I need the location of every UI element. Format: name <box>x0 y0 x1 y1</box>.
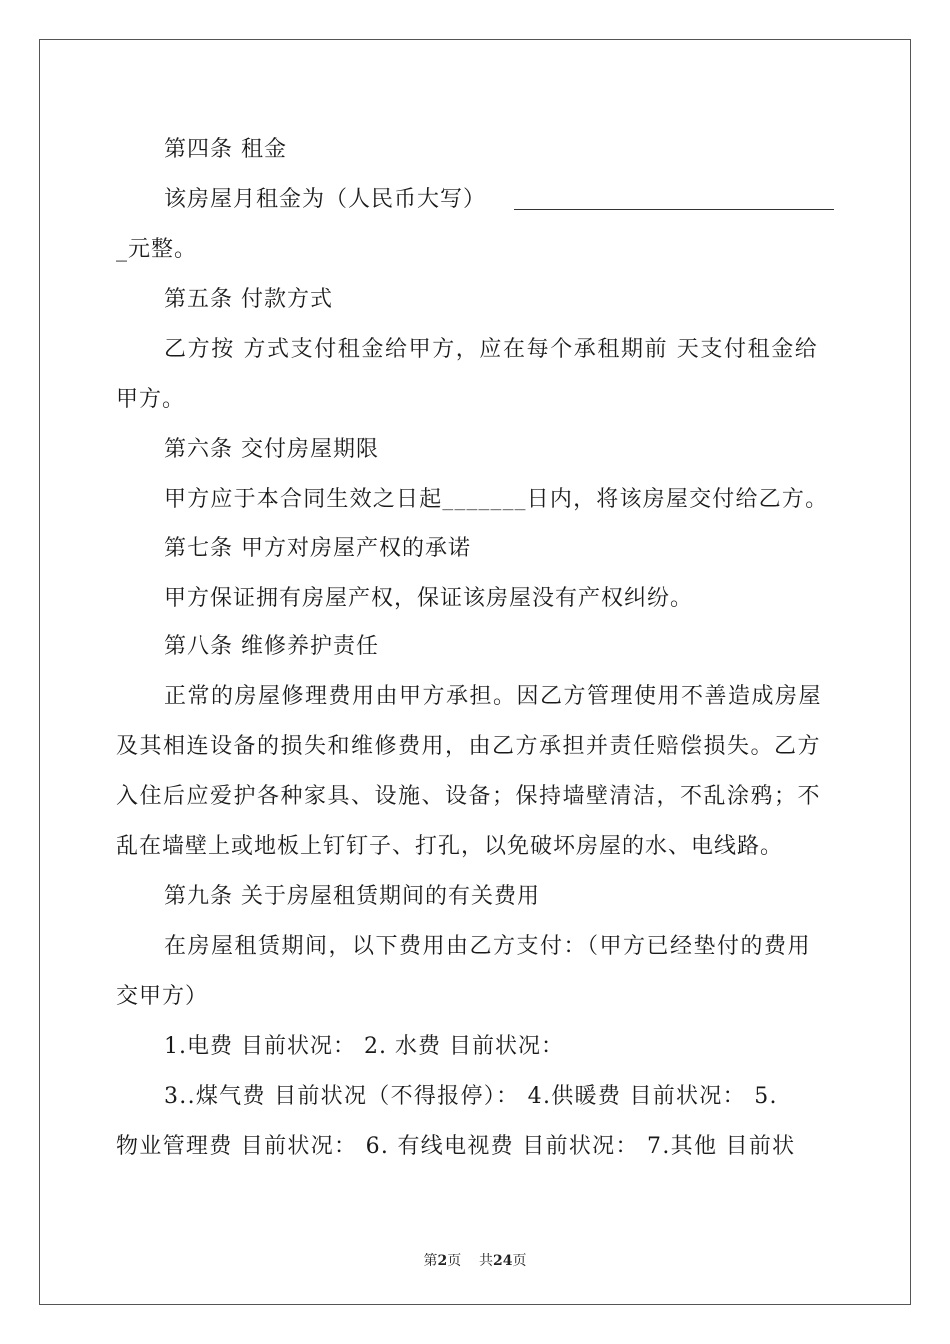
total-prefix: 共 <box>479 1253 494 1269</box>
article-6-text-c: 日内，将该房屋交付给乙方。 <box>526 487 829 512</box>
article-9-line-3: 1.电费 目前状况： 2. 水费 目前状况： <box>164 1034 564 1059</box>
article-8-line-3: 入住后应爱护各种家具、设施、设备；保持墙壁清洁，不乱涂鸦；不 <box>116 784 822 809</box>
article-9-line-1: 在房屋租赁期间，以下费用由乙方支付：（甲方已经垫付的费用 <box>164 934 812 959</box>
rent-amount-blank <box>514 185 834 210</box>
article-5-title: 第五条 付款方式 <box>164 287 333 312</box>
page-prefix: 第 <box>423 1253 438 1269</box>
delivery-days-blank: _______ <box>442 490 527 511</box>
article-8-line-2: 及其相连设备的损失和维修费用，由乙方承担并责任赔偿损失。乙方 <box>116 734 822 759</box>
article-5-line-2: 甲方。 <box>116 387 186 412</box>
page-number: 2 <box>437 1253 448 1269</box>
article-4-line-2: _元整。 <box>116 237 198 262</box>
article-9-line-4: 3..煤气费 目前状况（不得报停）： 4.供暖费 目前状况： 5. <box>164 1084 778 1109</box>
article-6-title: 第六条 交付房屋期限 <box>164 437 379 462</box>
total-pages: 24 <box>493 1253 513 1269</box>
article-8-line-4: 乱在墙壁上或地板上钉钉子、打孔，以免破坏房屋的水、电线路。 <box>116 834 784 859</box>
page-suffix: 页 <box>447 1253 462 1269</box>
article-6-text-a: 甲方应于本合同生效之日起 <box>164 487 443 512</box>
total-suffix: 页 <box>512 1253 527 1269</box>
page-frame <box>39 39 911 1305</box>
article-9-title: 第九条 关于房屋租赁期间的有关费用 <box>164 884 540 909</box>
article-4-line-1 <box>164 185 836 215</box>
article-8-line-1: 正常的房屋修理费用由甲方承担。因乙方管理使用不善造成房屋 <box>164 684 823 709</box>
article-7-line-1: 甲方保证拥有房屋产权，保证该房屋没有产权纠纷。 <box>164 586 694 611</box>
article-4-text: 该房屋月租金为（人民币大写） <box>164 187 487 212</box>
page-footer <box>0 1250 950 1270</box>
article-5-line-1: 乙方按 方式支付租金给甲方，应在每个承租期前 天支付租金给 <box>164 337 819 362</box>
article-7-title: 第七条 甲方对房屋产权的承诺 <box>164 536 471 561</box>
article-9-line-5: 物业管理费 目前状况： 6. 有线电视费 目前状况： 7.其他 目前状 <box>116 1134 796 1159</box>
article-8-title: 第八条 维修养护责任 <box>164 634 379 659</box>
article-9-line-2: 交甲方） <box>116 984 209 1009</box>
article-6-line-1 <box>164 485 828 516</box>
article-4-title: 第四条 租金 <box>164 137 287 162</box>
